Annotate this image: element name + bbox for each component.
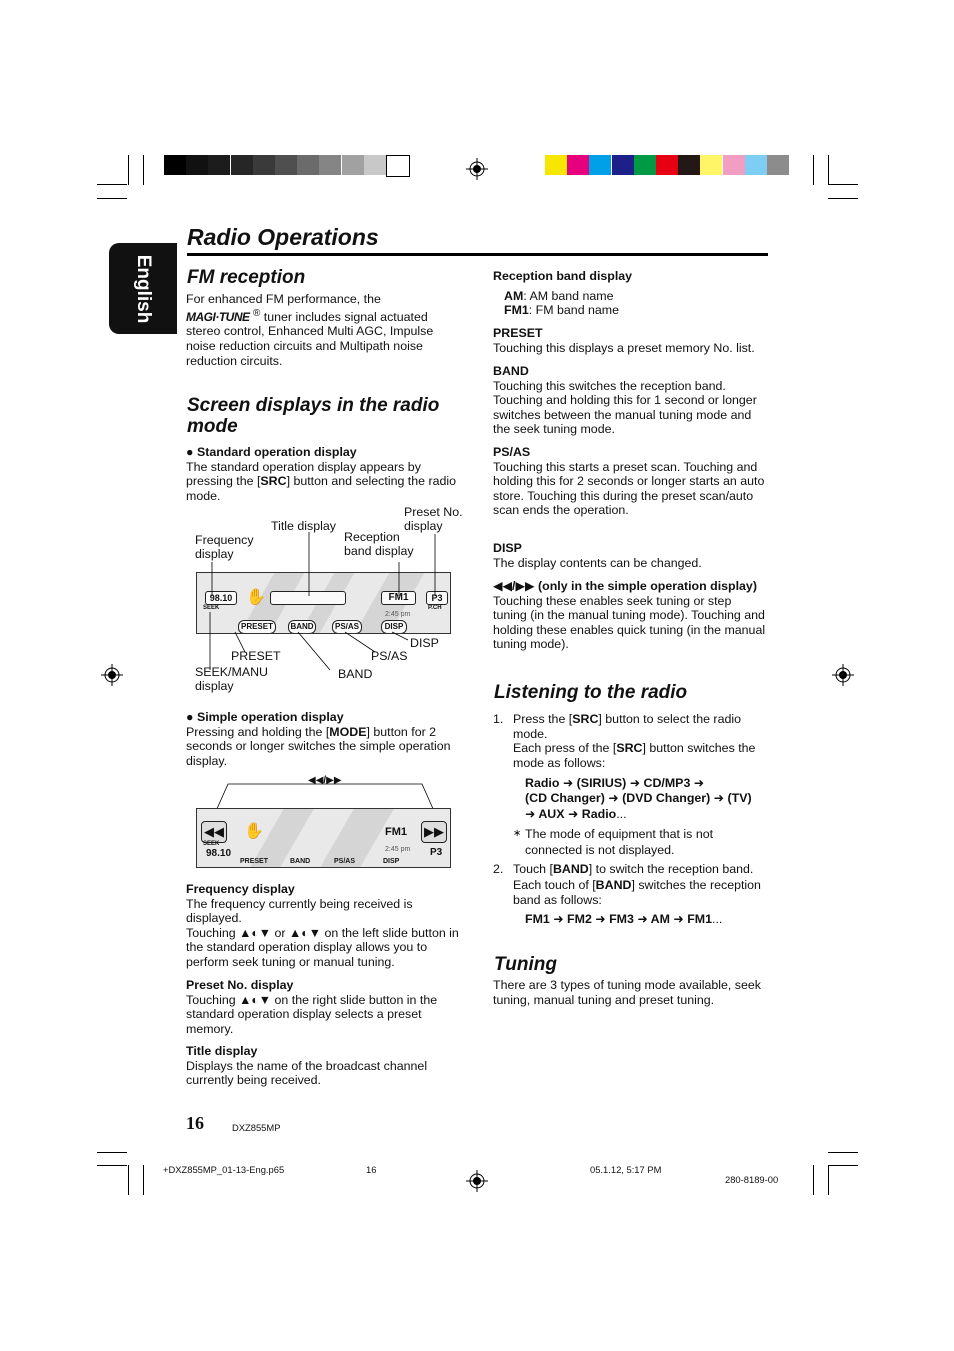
color-swatch [186,155,208,175]
band-def [493,364,768,437]
or: or [274,925,286,940]
crop-mark [97,1152,127,1153]
crop-mark [128,155,129,185]
fm-text: : FM band name [528,303,620,318]
text-post: ] button for 2 seconds or longer switches the simple operation display. [186,724,451,768]
touching: Touching [186,925,236,940]
def-title: PRESET [493,326,543,340]
fm-key: FM1 [504,303,529,318]
color-swatch [253,155,275,175]
crop-mark [828,155,829,185]
crop-mark [828,1152,858,1153]
touching: Touching [186,992,236,1007]
t: Press the [ [513,712,573,726]
tuning-heading: Tuning [494,954,557,975]
fm-line1: For enhanced FM performance, the [186,292,381,306]
def-text: Touching this starts a preset scan. Touching and holding this for 2 seconds or longer starts an auto store. Touching this during the preset scan/auto scan ends the operation. [493,459,765,518]
simple-display-section [186,710,461,768]
lcd2-disp-btn[interactable]: DISP [383,858,400,865]
tail: on the right slide button in the standard operation display selects a preset memory. [186,992,438,1036]
am-row [493,289,768,304]
step1-text [513,712,768,770]
seq-line: Radio ➜ (SIRIUS) ➜ CD/MP3 ➜ [525,776,705,790]
t: ] button to select the radio mode. [513,712,741,741]
lcd2-preset-btn[interactable]: PRESET [240,858,269,865]
color-swatch [342,155,364,175]
slide-up-down-icon: ▲◐▼ [239,925,272,940]
hand-icon: ✋ [244,823,264,840]
t: ] switches the reception band as follows: [513,877,761,908]
fm-heading: FM reception [187,267,306,288]
t: ] to switch the reception band. [588,862,754,876]
color-swatch [319,155,341,175]
def-title: DISP [493,541,522,555]
crop-mark [143,155,144,185]
callout-title: Title display [271,519,336,533]
text-post: ] button and selecting the radio mode. [186,474,457,503]
screen-heading: Screen displays in the radio mode [187,395,440,437]
disp-button[interactable]: DISP [381,620,407,634]
preset-button[interactable]: PRESET [238,620,276,634]
standard-display-text [186,460,461,504]
color-swatch [231,155,253,175]
color-swatch [364,155,386,175]
seq3: ➜ AUX ➜ Radio [525,806,617,821]
print-page: 16 [366,1164,377,1175]
lcd2-clock [385,846,410,853]
psas-button[interactable]: PS/AS [332,620,362,634]
seek-back-button[interactable]: ◀◀ [201,821,227,843]
lcd1-frequency[interactable]: 98.10 [205,591,237,605]
tail: on the left slide button in the standard operation display allows you to perform seek tuning or manual tuning. [186,925,459,969]
color-swatch [700,155,722,175]
disp-def [493,541,768,570]
color-swatch [767,155,789,175]
am-text: : AM band name [523,288,614,303]
text-pre: The standard operation display appears by pressing the [ [186,459,421,489]
color-swatch [275,155,297,175]
def-text: The display contents can be changed. [493,555,702,570]
file-name: +DXZ855MP_01-13-Eng.p65 [163,1164,285,1175]
standard-title-text: Standard operation display [196,445,357,459]
ampm: pm [400,611,411,618]
standard-display-section [186,445,461,503]
callout-preset-no: Preset No. display [404,505,463,533]
title-rule [187,253,768,256]
color-swatch [745,155,767,175]
def-text: Displays the name of the broadcast channel currently being received. [186,1058,428,1088]
seq4: FM1 ➜ FM2 ➜ FM3 ➜ AM ➜ FM1 [525,912,713,926]
simple-display-text [186,725,461,769]
color-swatch [208,155,230,175]
lcd1-preset[interactable]: P3 [426,591,448,605]
color-swatch [164,155,186,175]
def-text: Touching this switches the reception band. Touching and holding this for 1 second or longer switches between the manual tuning mode and the seek tuning mode. [493,378,757,437]
mode-sequence [525,776,770,822]
def-title: BAND [493,364,529,378]
band-button[interactable]: BAND [288,620,316,634]
color-swatch [297,155,319,175]
part-code: 280-8189-00 [725,1174,779,1185]
t: ] button switches the mode as follows: [513,741,756,770]
simple-lcd [196,808,451,868]
tuning-text: There are 3 types of tuning mode available, seek tuning, manual tuning and preset tuning. [493,978,761,1007]
color-swatch [656,155,678,175]
hand-icon: ✋ [246,589,266,606]
t: Touch [ [513,862,553,876]
t: Each press of the [ [513,741,617,756]
fm-row [493,303,768,318]
def-title: Reception band display [493,269,633,283]
lcd1-band[interactable]: FM1 [381,591,416,605]
color-swatch [386,155,410,177]
color-swatch [589,155,611,175]
text-pre: Pressing and holding the [ [186,724,330,739]
def-title: PS/AS [493,445,531,459]
fm-line2: tuner includes signal actuated [263,309,428,324]
psas-def [493,445,768,518]
page-title: Radio Operations [187,224,379,250]
seek-title: (only in the simple operation display) [538,579,757,593]
registration-mark-icon [466,1170,488,1192]
ellipsis: ... [712,912,723,926]
simple-display-title [186,710,461,725]
language-tab-label: English [133,254,154,323]
lcd2-psas-btn[interactable]: PS/AS [334,858,356,865]
reception-band-def [493,269,768,318]
crop-mark [813,1165,814,1195]
def-text: Touching this displays a preset memory No. list. [493,340,755,355]
lcd2-band-btn[interactable]: BAND [290,858,311,865]
title-display-def [186,1044,461,1088]
mode-key: MODE [329,724,367,739]
slide-up-down-icon: ▲◐▼ [239,992,272,1007]
callout-preset: PRESET [231,649,281,663]
crop-mark [97,198,127,199]
slide-up-down-icon: ▲◐▼ [289,925,322,940]
ellipsis: ... [616,806,627,821]
language-tab [109,243,177,334]
registration-mark-icon [466,158,488,180]
color-swatch [612,155,634,175]
src-key: SRC [572,712,599,726]
color-swatch [545,155,567,175]
bullet: ● [186,710,194,724]
color-swatch [723,155,745,175]
def-title: Frequency display [186,882,295,896]
step2-num: 2. [493,862,504,876]
t: Each touch of [ [513,877,596,892]
def-text: The frequency currently being received is displayed. [186,896,413,926]
lcd1-pch: P.CH [428,605,442,611]
crop-mark [828,1165,858,1166]
reg-mark: ® [252,307,261,319]
crop-mark [128,1165,129,1195]
band-key: BAND [595,877,632,892]
step1-num: 1. [493,712,504,726]
standard-display-title [186,445,461,460]
ampm: pm [400,846,411,853]
lcd2-preset: P3 [430,847,443,858]
seek-arrows-label: ◀◀/▶▶ [308,775,342,786]
callout-seek: SEEK/MANU display [195,665,268,693]
def-title: Preset No. display [186,978,294,992]
fm-paragraph [186,292,461,368]
band-key: BAND [552,862,589,876]
clock: 2:45 [385,611,399,618]
callout-frequency: Frequency display [195,533,254,561]
registration-mark-icon [101,664,123,686]
lcd2-band: FM1 [385,826,407,838]
fm-rest: stereo control, Enhanced Multi AGC, Impulse noise reduction circuits and Multipath noise reduction circuits. [186,324,434,368]
lcd1-seek: SEEK [203,605,220,611]
seek-forward-button[interactable]: ▶▶ [421,821,447,843]
def-title: Title display [186,1044,258,1058]
model-name: DXZ855MP [232,1122,281,1133]
clock: 2:45 [385,846,399,853]
listening-heading: Listening to the radio [494,682,688,703]
seq-line: (CD Changer) ➜ (DVD Changer) ➜ (TV) [525,791,752,806]
crop-mark [143,1165,144,1195]
callout-psas: PS/AS [371,649,408,663]
preset-no-def [186,978,461,1036]
callout-disp: DISP [410,636,439,650]
lcd2-seek: SEEK [203,841,220,847]
def-text: Touching these enables seek tuning or step tuning (in the manual tuning mode). Touching and holding these enables quick tuning (in the manual tuning mode). [493,593,766,652]
crop-mark [828,1165,829,1195]
src-key: SRC [260,474,287,489]
page-number: 16 [186,1113,204,1133]
band-sequence [525,912,722,927]
color-swatch [567,155,589,175]
callout-band: BAND [338,667,373,681]
magitune-logo: MAGI·TUNE [186,309,250,324]
print-date: 05.1.12, 5:17 PM [590,1164,662,1175]
callout-leader-lines [190,500,470,690]
note-text: The mode of equipment that is not connected is not displayed. [525,827,714,857]
callout-reception: Reception band display [344,530,414,558]
step2-text [513,862,768,909]
seek-arrows-icon: ◀◀/▶▶ [493,579,535,593]
am-key: AM [504,288,524,303]
bullet: ● [186,445,194,459]
crop-mark [828,198,858,199]
def-text2 [186,926,461,970]
color-swatch [634,155,656,175]
crop-mark [813,155,814,185]
registration-mark-icon [832,664,854,686]
frequency-display-def [186,882,461,970]
crop-mark [97,184,127,185]
note-mark: ∗ [513,828,522,839]
crop-mark [828,184,858,185]
lcd2-frequency: 98.10 [206,848,232,859]
crop-mark [97,1165,127,1166]
def-title [493,579,768,594]
color-swatch [678,155,700,175]
src-key: SRC [616,741,643,756]
seek-def [493,579,768,652]
simple-title-text: Simple operation display [196,710,344,724]
def-text2 [186,993,461,1037]
seq-line [525,807,770,822]
preset-def [493,326,768,355]
